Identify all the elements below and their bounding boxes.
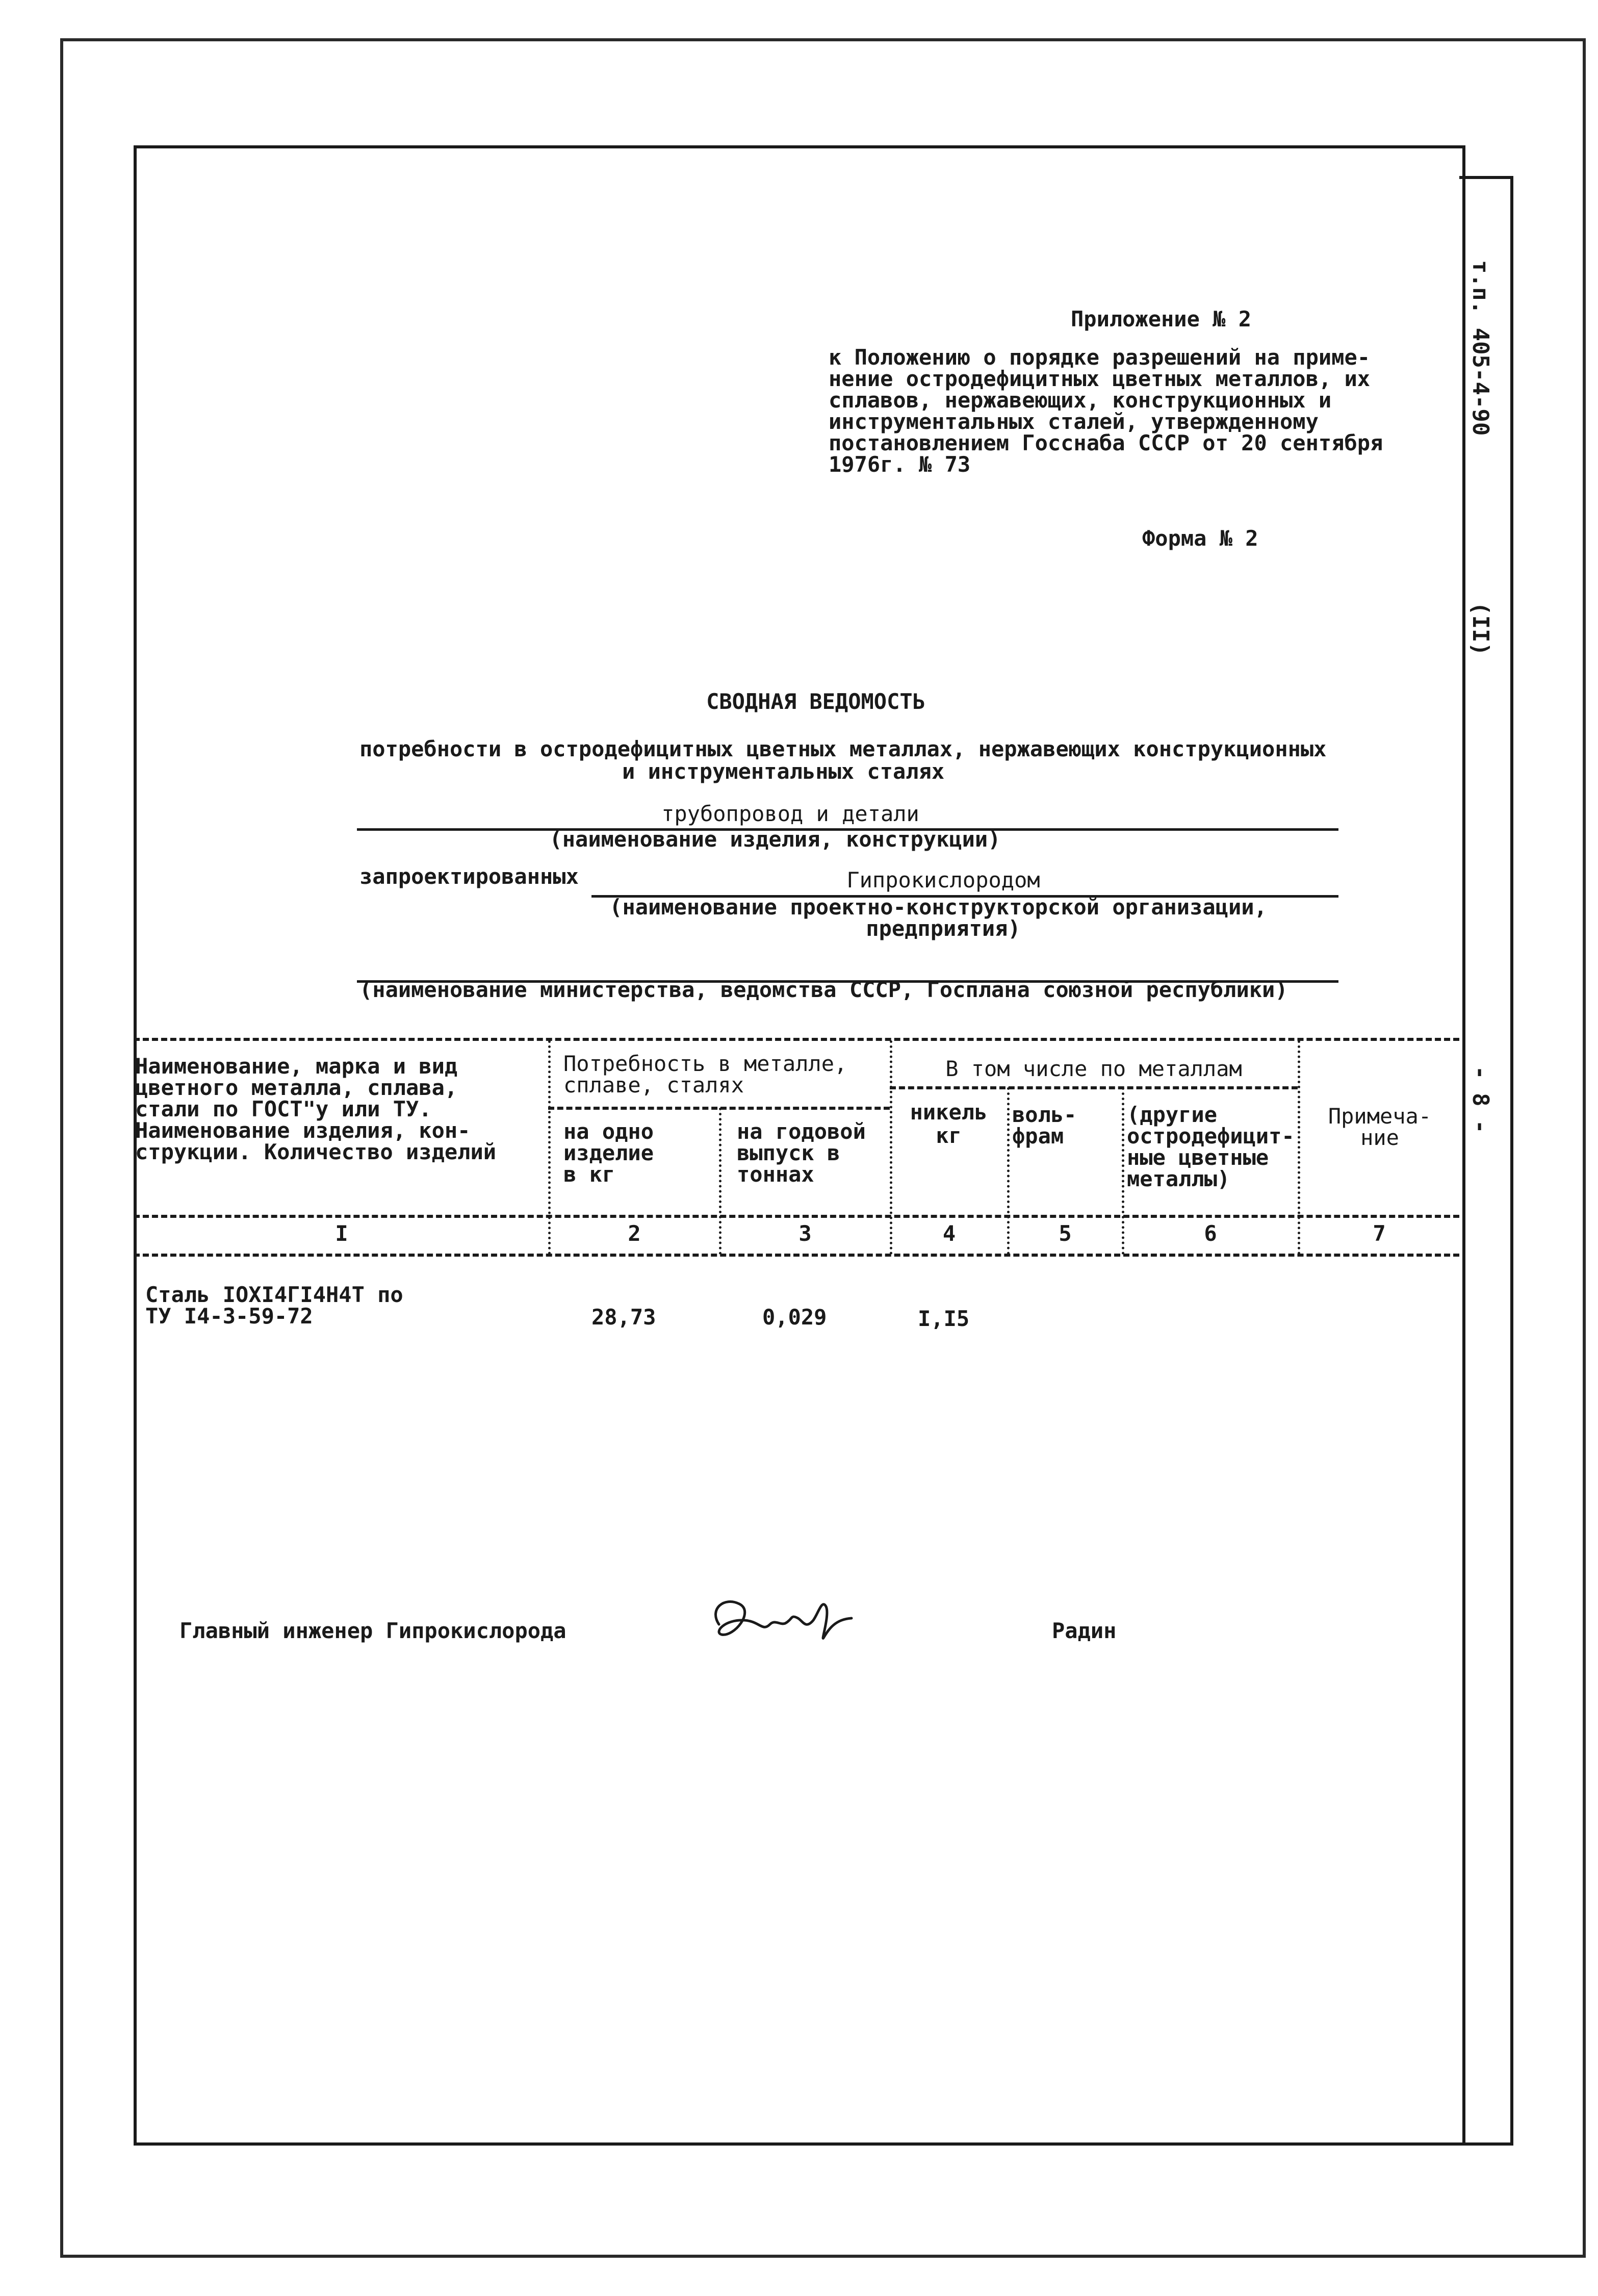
- col-number: 3: [798, 1221, 812, 1246]
- form-number: Форма № 2: [1142, 526, 1258, 551]
- notes-header-line: Примеча-: [1328, 1104, 1432, 1129]
- nickel-header: [891, 1102, 1006, 1146]
- col1-header: [135, 1056, 496, 1163]
- other-metals-header-line: остродефицит-: [1127, 1124, 1295, 1149]
- need-header-line: Потребность в металле,: [563, 1051, 847, 1076]
- appendix-text: [829, 347, 1383, 475]
- col-number: 2: [628, 1221, 641, 1246]
- metals-subheader-rule: [890, 1086, 1298, 1089]
- table-numbers-bottom-rule: [134, 1254, 1459, 1257]
- col-divider: [548, 1040, 551, 1255]
- col-number: 6: [1204, 1221, 1217, 1246]
- nickel-header-line: никель: [910, 1100, 988, 1125]
- signature-label: Главный инженер Гипрокислорода: [179, 1618, 566, 1643]
- col1-header-line: Наименование, марка и вид: [135, 1054, 458, 1079]
- handwritten-signature: [704, 1589, 872, 1655]
- item-caption: (наименование изделия, конструкции): [549, 827, 1001, 852]
- page-number: - 8 -: [1467, 1066, 1493, 1134]
- other-metals-header-line: металлы): [1127, 1166, 1230, 1191]
- row-nickel-value: I,I5: [918, 1306, 970, 1331]
- col-number: 7: [1373, 1221, 1386, 1246]
- organization-caption-1: (наименование проектно-конструкторской организации,: [609, 895, 1267, 920]
- tungsten-header-line: воль-: [1012, 1102, 1077, 1127]
- other-metals-header: [1127, 1104, 1295, 1190]
- document-subtitle-2: и инструментальных сталях: [622, 759, 945, 784]
- nickel-header-line: кг: [936, 1123, 962, 1148]
- item-value: трубопровод и детали: [661, 801, 919, 826]
- annual-header-line: на годовой: [737, 1119, 866, 1144]
- appendix-line: сплавов, нержавеющих, конструкционных и: [829, 388, 1332, 413]
- col1-header-line: цветного металла, сплава,: [135, 1075, 458, 1100]
- signatory-name: Радин: [1052, 1618, 1117, 1643]
- table-row: [145, 1284, 403, 1327]
- per-item-header: [563, 1121, 654, 1185]
- project-code: т.п. 405-4-90: [1467, 260, 1493, 436]
- right-side-strip: [1459, 176, 1513, 2146]
- other-metals-header-line: (другие: [1127, 1102, 1218, 1127]
- need-header-line: сплаве, сталях: [563, 1073, 744, 1098]
- per-item-header-line: изделие: [563, 1140, 654, 1165]
- document-title: СВОДНАЯ ВЕДОМОСТЬ: [706, 689, 925, 714]
- need-header: [563, 1053, 847, 1096]
- appendix-line: инструментальных сталей, утвержденному: [829, 409, 1319, 434]
- annual-header-line: выпуск в: [737, 1140, 840, 1165]
- row-annual-value: 0,029: [762, 1305, 827, 1330]
- other-metals-header-line: ные цветные: [1127, 1145, 1269, 1170]
- ministry-caption: (наименование министерства, ведомства СССР, Госплана союзной республики): [359, 977, 1288, 1002]
- per-item-header-line: в кг: [563, 1162, 615, 1187]
- document-subtitle-1: потребности в остродефицитных цветных металлах, нержавеющих конструкционных: [359, 736, 1327, 761]
- col-number: I: [335, 1221, 348, 1246]
- annual-header: [737, 1121, 866, 1185]
- designed-label: запроектированных: [359, 864, 579, 889]
- row-material-line: ТУ I4-3-59-72: [145, 1304, 313, 1329]
- notes-header: [1300, 1106, 1459, 1149]
- section-number: (II): [1467, 602, 1493, 656]
- organization-value: Гипрокислородом: [846, 868, 1040, 892]
- col1-header-line: стали по ГОСТ"у или ТУ.: [135, 1096, 432, 1121]
- appendix-line: к Положению о порядке разрешений на приме-: [829, 345, 1371, 370]
- annual-header-line: тоннах: [737, 1162, 814, 1187]
- appendix-title: Приложение № 2: [1071, 307, 1252, 331]
- tungsten-header-line: фрам: [1012, 1124, 1064, 1149]
- row-material-line: Сталь IOXI4ГI4Н4Т по: [145, 1282, 403, 1307]
- tungsten-header: [1012, 1104, 1076, 1147]
- col1-header-line: струкции. Количество изделий: [135, 1139, 497, 1164]
- col-number: 5: [1059, 1221, 1072, 1246]
- row-per-item-value: 28,73: [591, 1305, 656, 1330]
- col1-header-line: Наименование изделия, кон-: [135, 1118, 471, 1143]
- metals-header: В том числе по металлам: [945, 1056, 1242, 1081]
- appendix-line: постановлением Госснаба СССР от 20 сентября: [829, 430, 1383, 455]
- per-item-header-line: на одно: [563, 1119, 654, 1144]
- notes-header-line: ние: [1360, 1125, 1399, 1150]
- organization-caption-2: предприятия): [866, 916, 1021, 941]
- col-number: 4: [942, 1221, 956, 1246]
- appendix-line: нение остродефицитных цветных металлов, их: [829, 366, 1371, 391]
- appendix-line: 1976г. № 73: [829, 452, 971, 477]
- table-header-bottom-rule: [134, 1215, 1459, 1218]
- table-top-rule: [134, 1038, 1459, 1041]
